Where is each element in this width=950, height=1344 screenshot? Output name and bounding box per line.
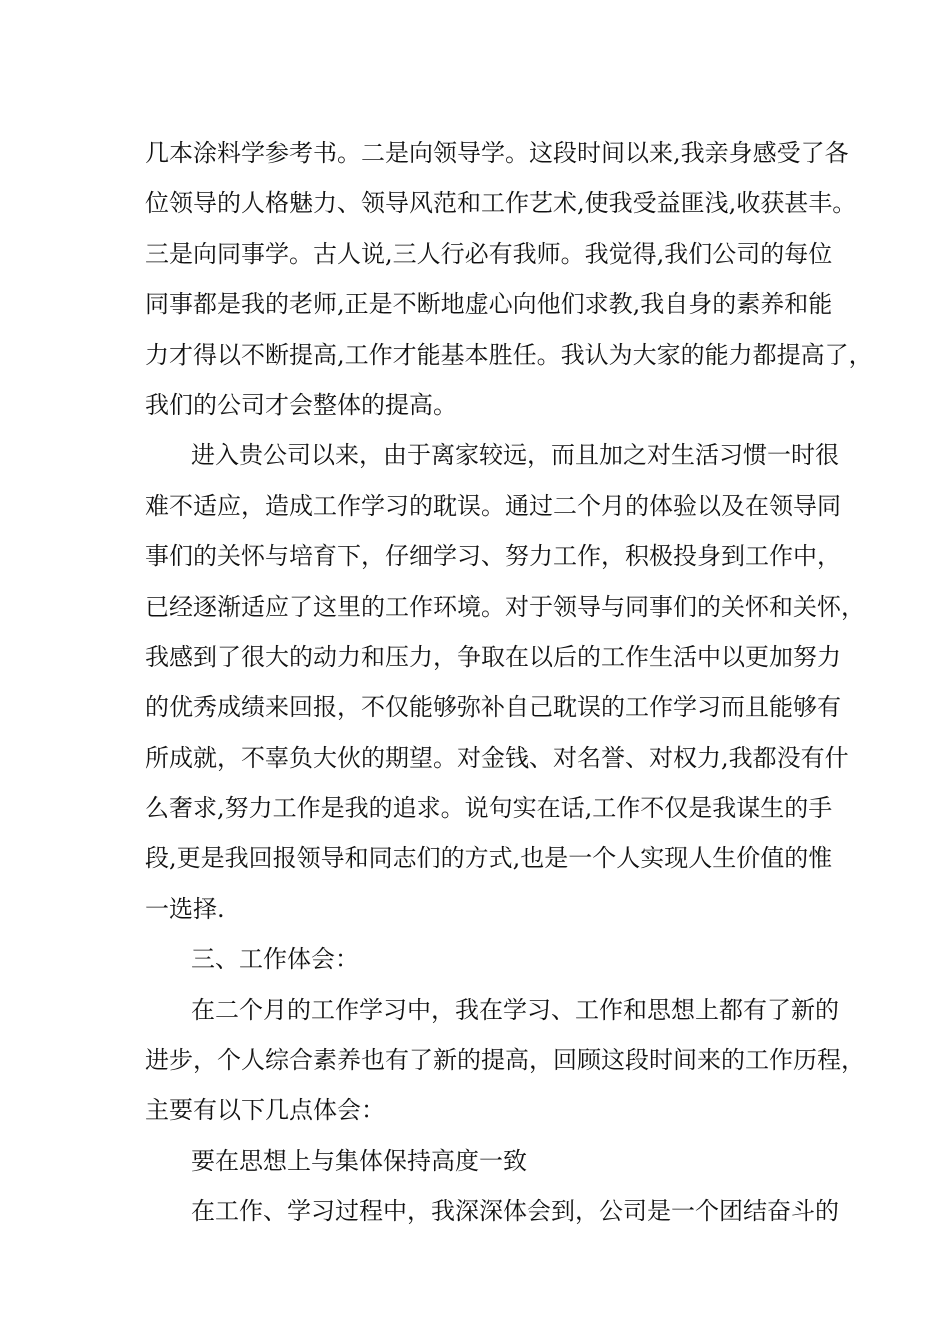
text-line: 力才得以不断提高,工作才能基本胜任。我认为大家的能力都提高了， [145,340,873,369]
text-line: 位领导的人格魅力、领导风范和工作艺术,使我受益匪浅,收获甚丰。 [145,189,857,218]
text-line: 已经逐渐适应了这里的工作环境。对于领导与同事们的关怀和关怀， [145,592,865,621]
subheading: 要在思想上与集体保持高度一致 [191,1146,527,1175]
text-line: 一选择. [145,894,225,923]
text-line: 我感到了很大的动力和压力，争取在以后的工作生活中以更加努力 [145,642,841,671]
text-line: 我们的公司才会整体的提高。 [145,390,457,419]
text-line: 同事都是我的老师,正是不断地虚心向他们求教,我自身的素养和能 [145,290,833,319]
text-line: 几本涂料学参考书。二是向领导学。这段时间以来,我亲身感受了各 [145,139,849,167]
text-line: 难不适应，造成工作学习的耽误。通过二个月的体验以及在领导同 [145,491,841,520]
text-line: 所成就，不辜负大伙的期望。对金钱、对名誉、对权力,我都没有什 [145,743,849,772]
text-line: 么奢求,努力工作是我的追求。说句实在话,工作不仅是我谋生的手 [145,794,833,823]
paragraph-first-line: 在二个月的工作学习中，我在学习、工作和思想上都有了新的 [191,995,839,1024]
paragraph-first-line: 进入贵公司以来，由于离家较远，而且加之对生活习惯一时很 [191,441,839,470]
section-heading: 三、工作体会： [191,945,359,974]
paragraph-first-line: 在工作、学习过程中，我深深体会到，公司是一个团结奋斗的 [191,1197,839,1226]
text-line: 三是向同事学。古人说,三人行必有我师。我觉得,我们公司的每位 [145,239,833,268]
document-body [145,128,873,1237]
text-line: 进步，个人综合素养也有了新的提高，回顾这段时间来的工作历程， [145,1046,865,1075]
text-line: 的优秀成绩来回报，不仅能够弥补自己耽误的工作学习而且能够有 [145,693,841,722]
text-line: 事们的关怀与培育下，仔细学习、努力工作，积极投身到工作中， [145,542,841,571]
text-line: 段,更是我回报领导和同志们的方式,也是一个人实现人生价值的惟 [145,844,833,873]
text-line: 主要有以下几点体会： [145,1096,385,1125]
